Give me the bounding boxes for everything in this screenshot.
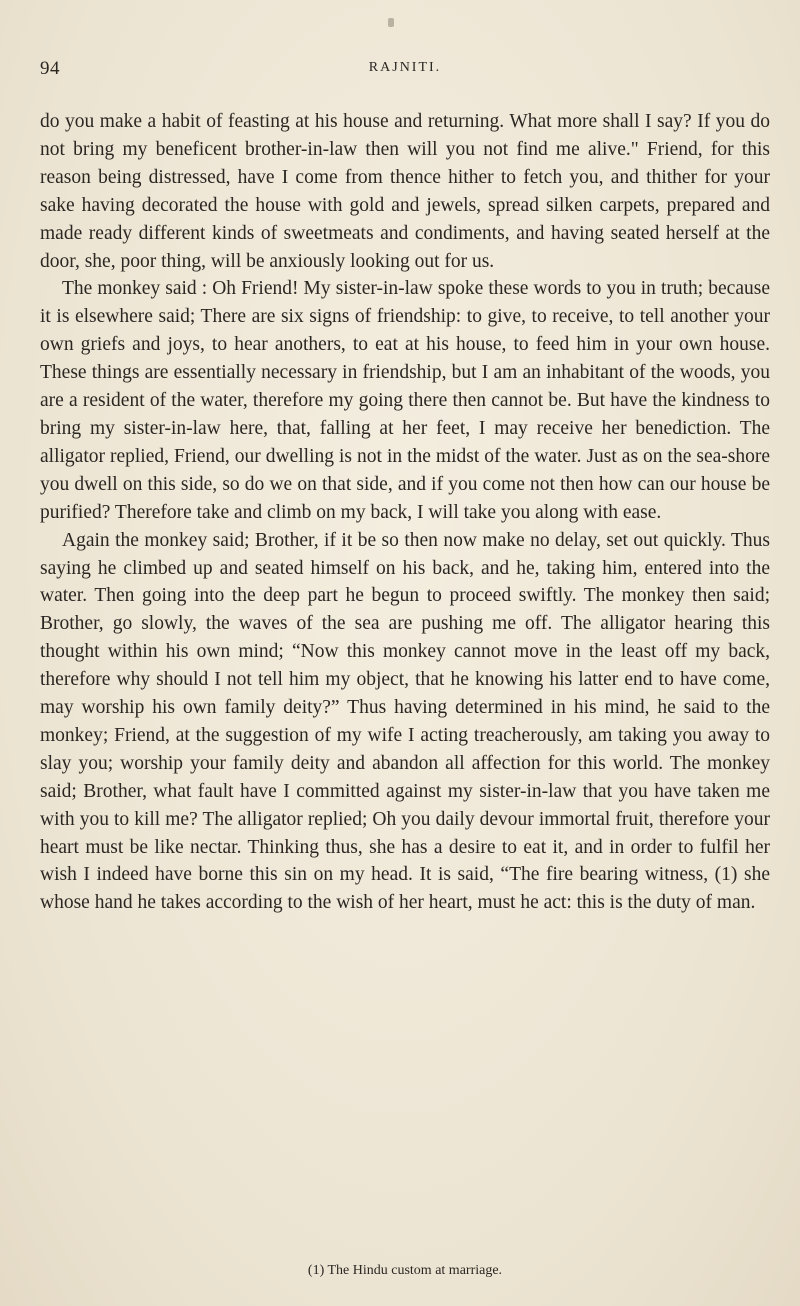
running-head: RAJNITI.	[368, 60, 442, 75]
page-header	[40, 58, 770, 88]
footnote: (1) The Hindu custom at marriage.	[307, 1263, 503, 1278]
page-number: 94	[40, 58, 60, 79]
paragraph-continued: do you make a habit of feasting at his house and returning. What more shall I say? If you do not bring my beneficent brother-in-law then will you not find me alive." Friend, for this reason being distressed, have I come from thence hither to fetch you, and thither for your sake having decorated the house with gold and jewels, spread silken carpets, prepared and made ready different kinds of sweetmeats and condiments, and having seated herself at the door, she, poor thing, will be anxiously looking out for us.	[40, 111, 770, 272]
paragraph-journey: Again the monkey said; Brother, if it be so then now make no delay, set out quickly. Thus saying he climbed up and seated himself on his back, and he, taking him, entered into the water. Then going into the deep part he begun to proceed swiftly. The monkey then said; Brother, go slowly, the waves of the sea are pushing me off. The alligator hearing this thought within his own mind; “Now this monkey cannot move in the least off my back, therefore why should I not tell him my object, that he knowing his latter end to have come, may worship his own family deity?” Thus having determined in his mind, he said to the monkey; Friend, at the suggestion of my wife I acting treacherously, am taking you away to slay you; worship your family deity and abandon all affection for this world. The monkey said; Brother, what fault have I committed against my sister-in-law that you have taken me with you to kill me? The alligator replied; Oh you daily devour immortal fruit, therefore your heart must be like nectar. Thinking thus, she has a desire to eat it, and in order to fulfil her wish I indeed have borne this sin on my head. It is said, “The fire bearing witness, (1) she whose hand he takes according to the wish of her heart, must he act: this is the duty of man.	[40, 529, 770, 914]
stray-ink-mark	[388, 18, 394, 27]
body-text	[40, 108, 770, 917]
paragraph-monkey-reply: The monkey said : Oh Friend! My sister-in-law spoke these words to you in truth; because it is elsewhere said; There are six signs of friendship: to give, to receive, to tell another your own griefs and joys, to hear anothers, to eat at his house, to feed him in your own house. These things are essentially necessary in friendship, but I am an inhabitant of the woods, you are a resident of the water, therefore my going there then cannot be. But have the kindness to bring my sister-in-law here, that, falling at her feet, I may receive her benediction. The alligator replied, Friend, our dwelling is not in the midst of the water. Just as on the sea-shore you dwell on this side, so do we on that side, and if you come not then how can our house be purified? Therefore take and climb on my back, I will take you along with ease.	[40, 278, 770, 523]
